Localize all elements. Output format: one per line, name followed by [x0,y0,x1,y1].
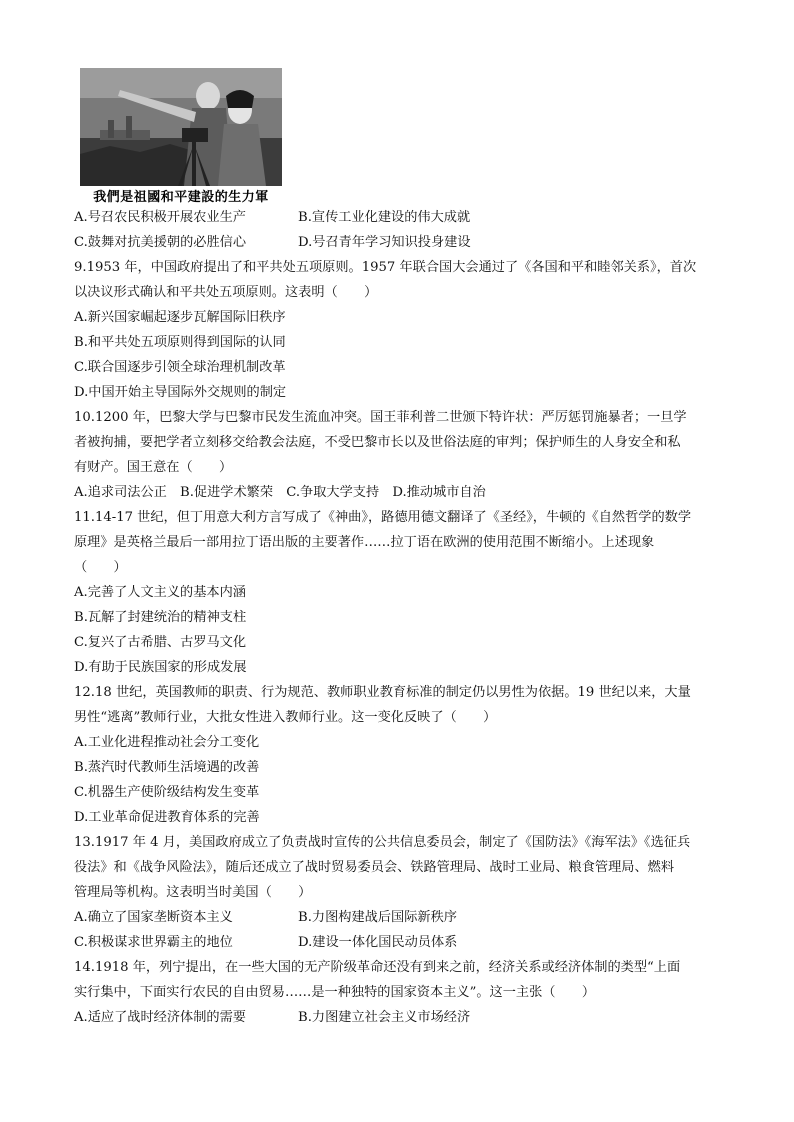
q12-option-c: C.机器生产使阶级结构发生变革 [74,785,260,800]
q12-stem-line-1: 12.18 世纪，英国教师的职责、行为规范、教师职业教育标准的制定仍以男性为依据。19 世纪以来，大量 [74,685,691,700]
q11-stem-line-2: 原理》是英格兰最后一部用拉丁语出版的主要著作……拉丁语在欧洲的使用范围不断缩小。上述现象 [74,535,655,550]
q14-option-b: B.力图建立社会主义市场经济 [298,1010,471,1025]
q9-option-d: D.中国开始主导国际外交规则的制定 [74,385,287,400]
q12-option-d: D.工业革命促进教育体系的完善 [74,810,260,825]
q12-option-a: A.工业化进程推动社会分工变化 [74,735,260,750]
q8-option-b: B.宣传工业化建设的伟大成就 [298,210,471,225]
q13-option-b: B.力图构建战后国际新秩序 [298,910,457,925]
q9-option-c: C.联合国逐步引领全球治理机制改革 [74,360,286,375]
poster-image [80,68,282,186]
q9-stem-line-2: 以决议形式确认和平共处五项原则。这表明（ ） [74,285,378,300]
q10-stem-line-1: 10.1200 年，巴黎大学与巴黎市民发生流血冲突。国王菲利普二世颁下特许状：严厉惩罚施暴者；一旦学 [74,410,687,425]
q13-stem-line-2: 役法》和《战争风险法》，随后还成立了战时贸易委员会、铁路管理局、战时工业局、粮食管理局、燃料 [74,860,675,875]
q10-options: A.追求司法公正 B.促进学术繁荣 C.争取大学支持 D.推动城市自治 [74,485,486,500]
q8-option-d: D.号召青年学习知识投身建设 [298,235,471,250]
q13-option-d: D.建设一体化国民动员体系 [298,935,458,950]
q9-stem-line-1: 9.1953 年，中国政府提出了和平共处五项原则。1957 年联合国大会通过了《各国和平和睦邻关系》，首次 [74,260,697,275]
q14-stem-line-1: 14.1918 年，列宁提出，在一些大国的无产阶级革命还没有到来之前，经济关系或经济体制的类型“上面 [74,960,681,975]
q11-stem-line-1: 11.14-17 世纪，但丁用意大利方言写成了《神曲》，路德用德文翻译了《圣经》，牛顿的《自然哲学的数学 [74,510,692,525]
q14-option-a: A.适应了战时经济体制的需要 [74,1010,246,1025]
q11-option-d: D.有助于民族国家的形成发展 [74,660,247,675]
q11-option-c: C.复兴了古希腊、古罗马文化 [74,635,247,650]
q12-stem-line-2: 男性“逃离”教师行业，大批女性进入教师行业。这一变化反映了（ ） [74,710,497,725]
q10-stem-line-2: 者被拘捕，要把学者立刻移交给教会法庭，不受巴黎市长以及世俗法庭的审判；保护师生的人身安全和私 [74,435,681,450]
q8-option-a: A.号召农民积极开展农业生产 [74,210,246,225]
q10-stem-line-3: 有财产。国王意在（ ） [74,460,233,475]
q11-stem-line-3: （ ） [74,560,127,575]
propaganda-poster [80,68,282,208]
q9-option-a: A.新兴国家崛起逐步瓦解国际旧秩序 [74,310,286,325]
q13-option-c: C.积极谋求世界霸主的地位 [74,935,233,950]
q11-option-b: B.瓦解了封建统治的精神支柱 [74,610,247,625]
q9-option-b: B.和平共处五项原则得到国际的认同 [74,335,286,350]
q8-option-c: C.鼓舞对抗美援朝的必胜信心 [74,235,247,250]
q13-option-a: A.确立了国家垄断资本主义 [74,910,233,925]
q13-stem-line-3: 管理局等机构。这表明当时美国（ ） [74,885,312,900]
poster-caption: 我們是祖國和平建設的生力軍 [93,190,269,205]
q12-option-b: B.蒸汽时代教师生活境遇的改善 [74,760,260,775]
q11-option-a: A.完善了人文主义的基本内涵 [74,585,246,600]
q13-stem-line-1: 13.1917 年 4 月，美国政府成立了负责战时宣传的公共信息委员会，制定了《国防法》《海军法》《选征兵 [74,835,691,850]
q14-stem-line-2: 实行集中，下面实行农民的自由贸易……是一种独特的国家资本主义”。这一主张（ ） [74,985,596,1000]
